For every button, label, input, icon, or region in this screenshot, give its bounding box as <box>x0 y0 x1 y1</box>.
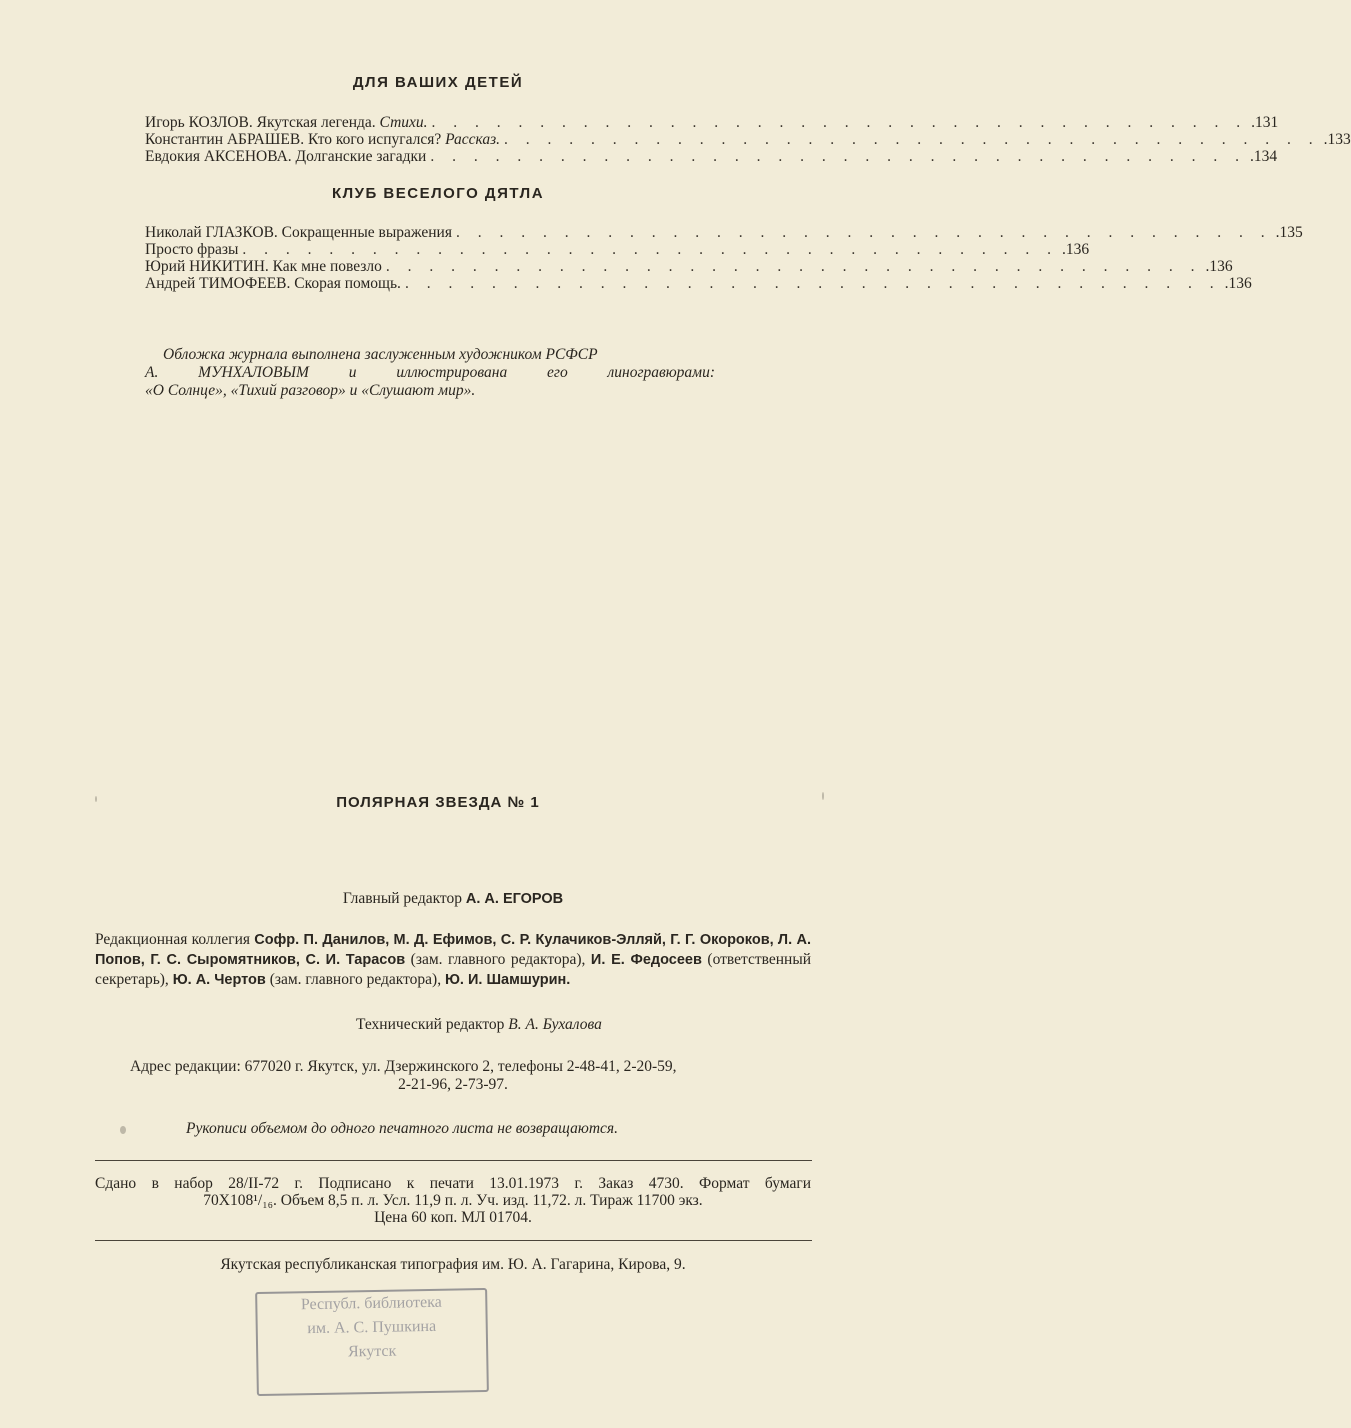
cover-note-line-1 <box>145 346 715 364</box>
toc-entry-author-title: Просто фразы <box>145 241 239 258</box>
board-member-name: Ю. А. Чертов <box>172 972 266 988</box>
board-member-name: С. И. Тарасов <box>305 952 406 968</box>
toc-entry-genre: Рассказ. <box>445 131 501 148</box>
address-line-2: 2-21-96, 2-73-97. <box>398 1076 508 1093</box>
paper-spot <box>95 796 97 802</box>
toc-leader-dots: . . . . . . . . . . . . . . . . . . . . . . . . . . . . . . . . . . . . . . <box>430 148 1246 165</box>
chief-editor-label: Главный редактор <box>342 890 463 907</box>
manuscripts-note: Рукописи объемом до одного печатного листа не возвращаются. <box>186 1120 619 1137</box>
board-member-name: М. Д. Ефимов, <box>393 932 497 948</box>
toc-entry-genre: Стихи. <box>379 114 428 131</box>
paper-spot <box>822 792 824 800</box>
cover-note-text-1: Обложка журнала выполнена заслуженным художником РСФСР <box>163 346 598 363</box>
toc-entry <box>145 275 1252 292</box>
library-stamp <box>255 1288 489 1396</box>
editorial-board <box>95 930 811 990</box>
printer-line: Якутская республиканская типография им. Ю. А. Гагарина, Кирова, 9. <box>220 1256 686 1273</box>
imprint-line-3: Цена 60 коп. МЛ 01704. <box>374 1209 532 1226</box>
toc-leader-dots: . . . . . . . . . . . . . . . . . . . . . . . . . . . . . . . . . . . . . . <box>455 224 1272 241</box>
toc-page-number: .136 <box>1062 241 1090 258</box>
board-member-role: (зам. главного редактора), <box>410 951 586 968</box>
toc-entry <box>145 258 1233 275</box>
toc-page-number: .136 <box>1205 258 1233 275</box>
toc-children <box>145 114 1351 165</box>
toc-entry <box>145 114 1279 131</box>
board-member-name: И. Е. Федосеев <box>590 952 702 968</box>
toc-leader-dots: . . . . . . . . . . . . . . . . . . . . . . . . . . . . . . . . . . . . . . <box>242 241 1058 258</box>
address-line-1: Адрес редакции: 677020 г. Якутск, ул. Дзержинского 2, телефоны 2-48-41, 2-20-59, <box>130 1058 677 1075</box>
tech-editor-line <box>356 1016 756 1034</box>
paper-spot <box>120 1126 126 1134</box>
toc-entry-author-title: Андрей ТИМОФЕЕВ. Скорая помощь. <box>145 275 401 292</box>
cover-note-line-3: «О Солнце», «Тихий разговор» и «Слушают мир». <box>145 382 476 399</box>
toc-entry <box>145 224 1303 241</box>
board-member-role: (зам. главного редактора), <box>269 971 442 988</box>
toc-entry-author-title: Юрий НИКИТИН. Как мне повезло <box>145 258 382 275</box>
section-heading-club: КЛУБ ВЕСЕЛОГО ДЯТЛА <box>331 185 545 202</box>
toc-entry-title <box>145 258 382 275</box>
toc-page-number: .133 <box>1323 131 1351 148</box>
cover-note <box>145 346 715 400</box>
board-member-name: Ю. И. Шамшурин. <box>444 972 571 988</box>
toc-entry-title <box>145 241 238 258</box>
board-label: Редакционная коллегия <box>95 931 250 948</box>
cover-note-line-2: А. МУНХАЛОВЫМ и иллюстрирована его линогравюрами: <box>145 364 715 381</box>
chief-editor-name: А. А. ЕГОРОВ <box>465 891 564 907</box>
board-member-name: Г. Г. Окороков, <box>670 932 774 948</box>
board-member-name: Л. А. Попов, <box>95 932 812 968</box>
chief-editor-line <box>95 890 811 908</box>
imprint-line-2: 70Х108¹/₁₆. Объем 8,5 п. л. Усл. 11,9 п. л. Уч. изд. 11,72. л. Тираж 11700 экз. <box>203 1192 703 1209</box>
toc-page-number: .136 <box>1224 275 1252 292</box>
stamp-line-1: Республ. библиотека <box>300 1293 442 1314</box>
toc-entry-author-title: Игорь КОЗЛОВ. Якутская легенда. <box>145 114 380 131</box>
toc-entry-title <box>145 114 428 131</box>
toc-page-number: .134 <box>1249 148 1278 165</box>
toc-club <box>145 224 1303 292</box>
imprint-line-1: Сдано в набор 28/II-72 г. Подписано к печати 13.01.1973 г. Заказ 4730. Формат бумаги <box>95 1175 811 1192</box>
toc-leader-dots: . . . . . . . . . . . . . . . . . . . . . . . . . . . . . . . . . . . . . . <box>504 131 1320 148</box>
toc-page-number: .131 <box>1251 114 1279 131</box>
toc-leader-dots: . . . . . . . . . . . . . . . . . . . . . . . . . . . . . . . . . . . . . . <box>404 275 1221 292</box>
toc-entry-title <box>145 131 500 148</box>
toc-entry-title <box>145 275 401 292</box>
toc-entry-author-title: Николай ГЛАЗКОВ. Сокращенные выражения <box>145 224 452 241</box>
tech-editor-name: В. А. Бухалова <box>508 1016 602 1033</box>
tech-editor-label: Технический редактор <box>356 1016 505 1033</box>
toc-entry <box>145 241 1090 258</box>
imprint <box>95 1175 811 1226</box>
magazine-title: ПОЛЯРНАЯ ЗВЕЗДА № 1 <box>336 794 540 811</box>
divider-top <box>95 1160 812 1161</box>
divider-bottom <box>95 1240 812 1241</box>
toc-entry <box>145 131 1351 148</box>
board-member-name: Софр. П. Данилов, <box>254 932 390 948</box>
toc-entry <box>145 148 1278 165</box>
section-heading-children: ДЛЯ ВАШИХ ДЕТЕЙ <box>352 74 524 91</box>
toc-page-number: .135 <box>1275 224 1303 241</box>
toc-entry-title <box>145 148 426 165</box>
stamp-line-2: им. А. С. Пушкина <box>307 1317 437 1338</box>
board-member-name: Г. С. Сыромятников, <box>150 952 300 968</box>
stamp-line-3: Якутск <box>347 1342 397 1361</box>
toc-entry-author-title: Константин АБРАШЕВ. Кто кого испугался? <box>145 131 446 148</box>
board-member-name: С. Р. Кулачиков-Элляй, <box>500 932 666 948</box>
toc-entry-title <box>145 224 452 241</box>
board-member-role: (ответственный секретарь), <box>95 951 812 988</box>
toc-leader-dots: . . . . . . . . . . . . . . . . . . . . . . . . . . . . . . . . . . . . . . <box>385 258 1202 275</box>
toc-leader-dots: . . . . . . . . . . . . . . . . . . . . . . . . . . . . . . . . . . . . . . <box>431 114 1248 131</box>
toc-entry-author-title: Евдокия АКСЕНОВА. Долганские загадки <box>145 148 427 165</box>
